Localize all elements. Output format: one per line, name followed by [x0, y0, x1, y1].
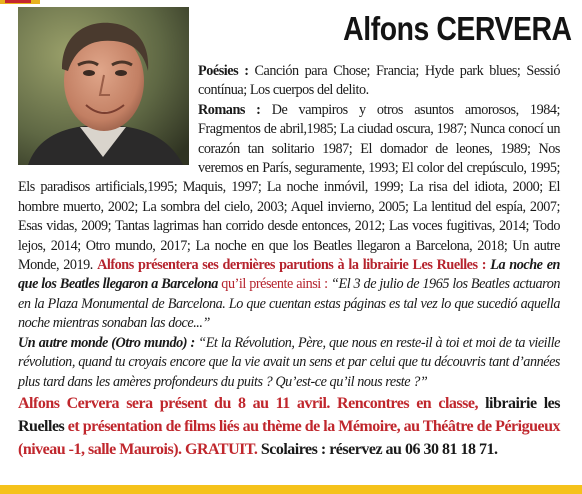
top-red-strip: [5, 0, 31, 3]
poesies-list: Canción para Chose; Francia; Hyde park blues; Sessió contínua; Los cuerpos del delito.: [198, 63, 560, 99]
event-bookshop: librairie les Ruelles: [18, 394, 560, 435]
autre-monde-paragraph: [18, 334, 560, 392]
event-paragraph: [18, 392, 560, 461]
photo-spacer: [18, 62, 198, 174]
featured-book-quote: “El 3 de julio de 1965 los Beatles actuaron en la Plaza Monumental de Barcelona. Lo que cuentan estas páginas es tal vez lo que sucedió aquella noche mientras sonaban las doce...”: [18, 276, 560, 332]
autre-monde-quote: “Et la Révolution, Père, que nous en reste-il à toi et moi de ta vieille révolution, quand tu croyais encore que la vie avait un sens et par celui que tu découvris tant d’années plus tard dans les amères profondeurs du puits ? Qu’est-ce qu’il nous reste ?”: [18, 334, 560, 390]
autre-monde-title: Un autre monde (Otro mundo) :: [18, 334, 195, 351]
presentation-announcement: Alfons présentera ses dernières parutions à la librairie Les Ruelles :: [97, 257, 487, 274]
romans-label: Romans :: [198, 101, 261, 118]
poesies-label: Poésies :: [198, 63, 249, 79]
event-dates: Alfons Cervera sera présent du 8 au 11 avril. Rencontres en classe,: [18, 394, 478, 412]
featured-book-title: La noche en que los Beatles llegaron a Barcelona: [18, 257, 560, 293]
event-films: et présentation de films liés au thème de la Mémoire, au Théâtre de Périgueux (niveau -1, salle Maurois). GRATUIT.: [18, 417, 560, 458]
author-name: Alfons CERVERA: [343, 10, 572, 47]
presentation-announcement-2: qu’il présente ainsi :: [217, 276, 332, 293]
event-booking: Scolaires : réservez au 06 30 81 18 71.: [257, 440, 498, 458]
bottom-color-strip: [0, 485, 582, 494]
article-body: [18, 62, 560, 461]
romans-list: De vampiros y otros asuntos amorosos, 1984; Fragmentos de abril,1985; La ciudad oscura, 1987; Nunca conocí un corazón tan solitario 1987; El domador de leones, 1989; Nos veremos en París, seguramente, 1993; El color del crepúsculo, 1995; Els paradisos artificials,1995; Maquis, 1997; La noche inmóvil, 1999; La risa del idiota, 2000; El hombre muerto, 2002; La sombra del cielo, 2003; Aquel invierno, 2005; La lentitud del espía, 2007; Esas vidas, 2009; Tantas lagrimas han corrido desde entonces, 2012; Las voces fugitivas, 2014; Todo lejos, 2014; Otro mundo, 2017; La noche en que los Beatles llegaron a Barcelona, 2018; Un autre Monde, 2019.: [18, 101, 560, 274]
